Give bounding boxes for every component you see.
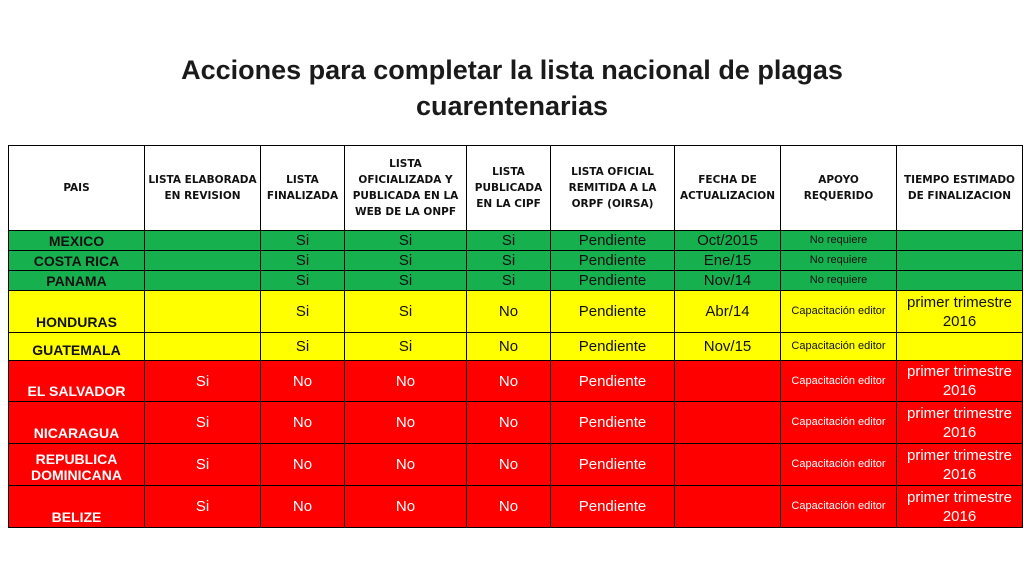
table-row xyxy=(9,291,1023,333)
support-cell: Capacitación editor xyxy=(781,333,897,361)
status-cell: Si xyxy=(345,231,467,251)
country-cell: COSTA RICA xyxy=(9,251,145,271)
table-header-row xyxy=(9,146,1023,231)
status-cell: Si xyxy=(345,291,467,333)
table-row xyxy=(9,333,1023,361)
status-cell: Si xyxy=(467,231,551,251)
title-line-2: cuarentenarias xyxy=(415,91,609,121)
table-row xyxy=(9,402,1023,444)
support-cell: Capacitación editor xyxy=(781,361,897,402)
status-cell xyxy=(675,402,781,444)
table-row xyxy=(9,444,1023,486)
status-cell: Pendiente xyxy=(551,271,675,291)
estimate-cell: primer trimestre 2016 xyxy=(897,291,1023,333)
status-cell: No xyxy=(467,333,551,361)
status-cell: No xyxy=(467,402,551,444)
status-cell: No xyxy=(467,444,551,486)
status-cell: Pendiente xyxy=(551,361,675,402)
title-line-1: Acciones para completar la lista nacional de plagas xyxy=(181,55,843,85)
country-cell: MEXICO xyxy=(9,231,145,251)
status-cell: Si xyxy=(345,271,467,291)
status-cell: No xyxy=(467,486,551,528)
status-cell: Si xyxy=(261,251,345,271)
table-row xyxy=(9,361,1023,402)
country-cell: BELIZE xyxy=(9,486,145,528)
status-cell: Ene/15 xyxy=(675,251,781,271)
support-cell: No requiere xyxy=(781,231,897,251)
column-header: LISTA ELABORADA EN REVISION xyxy=(145,146,261,231)
status-cell xyxy=(675,444,781,486)
status-cell: No xyxy=(261,402,345,444)
table-row xyxy=(9,251,1023,271)
status-cell: Si xyxy=(345,333,467,361)
status-cell: Si xyxy=(145,361,261,402)
status-cell: No xyxy=(261,444,345,486)
status-cell: Si xyxy=(145,486,261,528)
page-title xyxy=(0,52,1024,124)
status-cell xyxy=(145,291,261,333)
status-cell: Si xyxy=(467,251,551,271)
country-cell: GUATEMALA xyxy=(9,333,145,361)
column-header: LISTA OFICIALIZADA Y PUBLICADA EN LA WEB DE LA ONPF xyxy=(345,146,467,231)
estimate-cell xyxy=(897,231,1023,251)
country-cell: HONDURAS xyxy=(9,291,145,333)
status-cell: Pendiente xyxy=(551,444,675,486)
status-cell: Nov/14 xyxy=(675,271,781,291)
column-header: LISTA PUBLICADA EN LA CIPF xyxy=(467,146,551,231)
status-cell: Pendiente xyxy=(551,251,675,271)
country-cell: NICARAGUA xyxy=(9,402,145,444)
support-cell: No requiere xyxy=(781,251,897,271)
column-header: APOYO REQUERIDO xyxy=(781,146,897,231)
status-cell: Si xyxy=(261,333,345,361)
status-cell: No xyxy=(467,361,551,402)
support-cell: Capacitación editor xyxy=(781,291,897,333)
column-header: TIEMPO ESTIMADO DE FINALIZACION xyxy=(897,146,1023,231)
support-cell: No requiere xyxy=(781,271,897,291)
status-cell: Si xyxy=(145,402,261,444)
status-cell: Si xyxy=(145,444,261,486)
estimate-cell: primer trimestre 2016 xyxy=(897,444,1023,486)
status-cell: No xyxy=(345,402,467,444)
status-cell: Pendiente xyxy=(551,291,675,333)
country-cell: EL SALVADOR xyxy=(9,361,145,402)
status-cell xyxy=(145,231,261,251)
column-header: LISTA OFICIAL REMITIDA A LA ORPF (OIRSA) xyxy=(551,146,675,231)
estimate-cell: primer trimestre 2016 xyxy=(897,486,1023,528)
status-cell: Pendiente xyxy=(551,402,675,444)
column-header: LISTA FINALIZADA xyxy=(261,146,345,231)
status-cell: Si xyxy=(345,251,467,271)
support-cell: Capacitación editor xyxy=(781,444,897,486)
estimate-cell xyxy=(897,333,1023,361)
status-cell: No xyxy=(261,361,345,402)
status-cell: Abr/14 xyxy=(675,291,781,333)
country-cell: REPUBLICA DOMINICANA xyxy=(9,444,145,486)
status-cell: Si xyxy=(261,291,345,333)
support-cell: Capacitación editor xyxy=(781,486,897,528)
status-cell xyxy=(675,486,781,528)
status-cell: Si xyxy=(261,231,345,251)
table-row xyxy=(9,486,1023,528)
status-cell: Pendiente xyxy=(551,333,675,361)
status-cell: No xyxy=(261,486,345,528)
estimate-cell: primer trimestre 2016 xyxy=(897,402,1023,444)
column-header: FECHA DE ACTUALIZACION xyxy=(675,146,781,231)
status-cell: No xyxy=(467,291,551,333)
table-row xyxy=(9,271,1023,291)
support-cell: Capacitación editor xyxy=(781,402,897,444)
status-cell: Si xyxy=(467,271,551,291)
status-cell: Pendiente xyxy=(551,486,675,528)
status-cell xyxy=(675,361,781,402)
status-cell xyxy=(145,333,261,361)
status-cell: Pendiente xyxy=(551,231,675,251)
status-cell: Oct/2015 xyxy=(675,231,781,251)
status-cell: No xyxy=(345,361,467,402)
status-cell: No xyxy=(345,486,467,528)
pest-list-table xyxy=(8,145,1023,528)
status-cell: Nov/15 xyxy=(675,333,781,361)
estimate-cell xyxy=(897,251,1023,271)
status-cell xyxy=(145,251,261,271)
column-header: PAIS xyxy=(9,146,145,231)
status-cell xyxy=(145,271,261,291)
table-row xyxy=(9,231,1023,251)
estimate-cell xyxy=(897,271,1023,291)
estimate-cell: primer trimestre 2016 xyxy=(897,361,1023,402)
status-cell: Si xyxy=(261,271,345,291)
status-cell: No xyxy=(345,444,467,486)
country-cell: PANAMA xyxy=(9,271,145,291)
